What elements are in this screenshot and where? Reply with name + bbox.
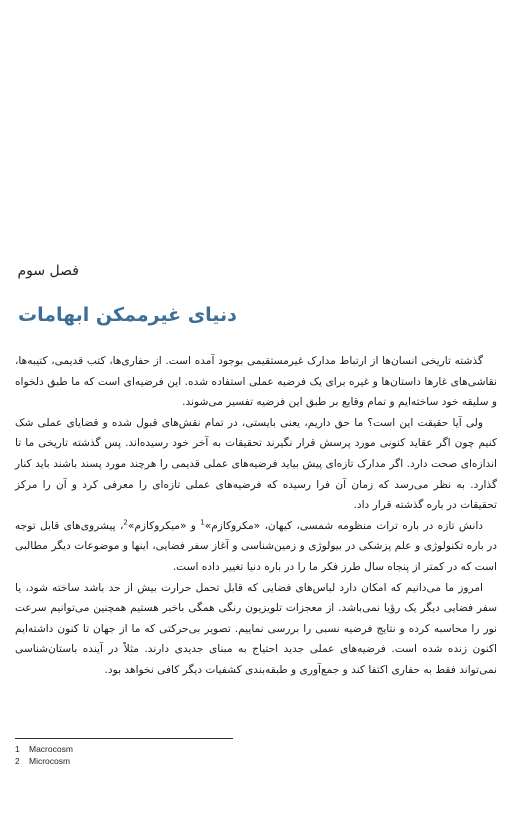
paragraph: ولی آیا حقیقت این است؟ ما حق داریم، یعنی بایستی، در تمام نقش‌های قبول شده و قضایای عملی شک کنیم چون اگر عقاید کنونی مورد پرسش قرار نگیرند تحقیقات به آخر خود رسیده‌اند. پس گذشته تاریخی ما تا اندازه‌ای صحت دارد. اگر مدارک تازه‌ای پیش بیاید فرضیه‌های عملی قدیمی را هرچند مورد پسند باشند باید کنار گذارد. به نظر می‌رسد که زمان آن فرا رسیده که فرضیه‌های عملی تازه‌ای را معرفی کرد و آن را مرکز تحقیقات در باره گذشته قرار داد. <box>15 416 497 512</box>
paragraph-text: ، پیشروی‌های قابل توجه در باره تکنولوژی و علم پزشکی در بیولوژی و زمین‌شناسی و آغاز سفر فضایی، اینها و موضوعات دیگر مطالبی است که در کمتر از پنجاه سال طرز فکر ما را در باره دنیا تغییر داده است. <box>15 519 497 573</box>
footnote-number: 2 <box>15 755 20 766</box>
footnote-text: Microcosm <box>29 755 71 766</box>
body-text <box>15 351 497 681</box>
footnote-number: 1 <box>15 744 20 754</box>
paragraph: گذشته تاریخی انسان‌ها از ارتباط مدارک غیرمستقیمی بوجود آمده است. از حفاری‌ها، کتب قدیمی، کتیبه‌ها، نقاشی‌های غارها داستان‌ها و غیره برای یک فرضیه عملی استفاده شده. این فرضیه‌ای است که ما طبق دلخواه و سلیقه خود ساخته‌ایم و تمام وقایع بر طبق این فرضیه تفسیر می‌شوند. <box>15 355 497 409</box>
footnote-reference: 1 <box>200 518 205 527</box>
paragraph <box>15 516 497 578</box>
footnote-text: Macrocosm <box>29 744 73 754</box>
chapter-label: فصل سوم <box>17 263 79 279</box>
paragraph-text: دانش تازه در باره ترات منظومه شمسی، کیهان، «مکروکازم» <box>204 519 483 532</box>
footnote <box>15 756 73 768</box>
footnotes <box>15 744 73 767</box>
paragraph-text: و «میکروکازم» <box>127 519 201 532</box>
footnote-divider <box>15 738 233 739</box>
footnote <box>15 744 73 756</box>
footnote-reference: 2 <box>123 518 128 527</box>
chapter-title: دنیای غیرممکن ابهامات <box>18 304 237 326</box>
paragraph: امروز ما می‌دانیم که امکان دارد لباس‌های فضایی که قابل تحمل حرارت بیش از حد باشد ساخته شود، یا سفر فضایی دیگر یک رؤیا نمی‌باشد. از معجزات تلویزیون رنگی همگی باخبر هستیم همچنین می‌توانیم سرعت نور را محاسبه کرده و نتایج فرضیه نسبی را بررسی نماییم. تصویر بی‌حرکتی که ما از جهان تا کنون داشته‌ایم اکنون زنده شده است. فرضیه‌های عملی جدید احتیاج به مبنای جدیدی دارند. مثلاً در آینده باستان‌شناسی نمی‌تواند فقط به حفاری اکتفا کند و جمع‌آوری و طبقه‌بندی کشفیات دیگر کافی نخواهد بود. <box>15 581 497 676</box>
